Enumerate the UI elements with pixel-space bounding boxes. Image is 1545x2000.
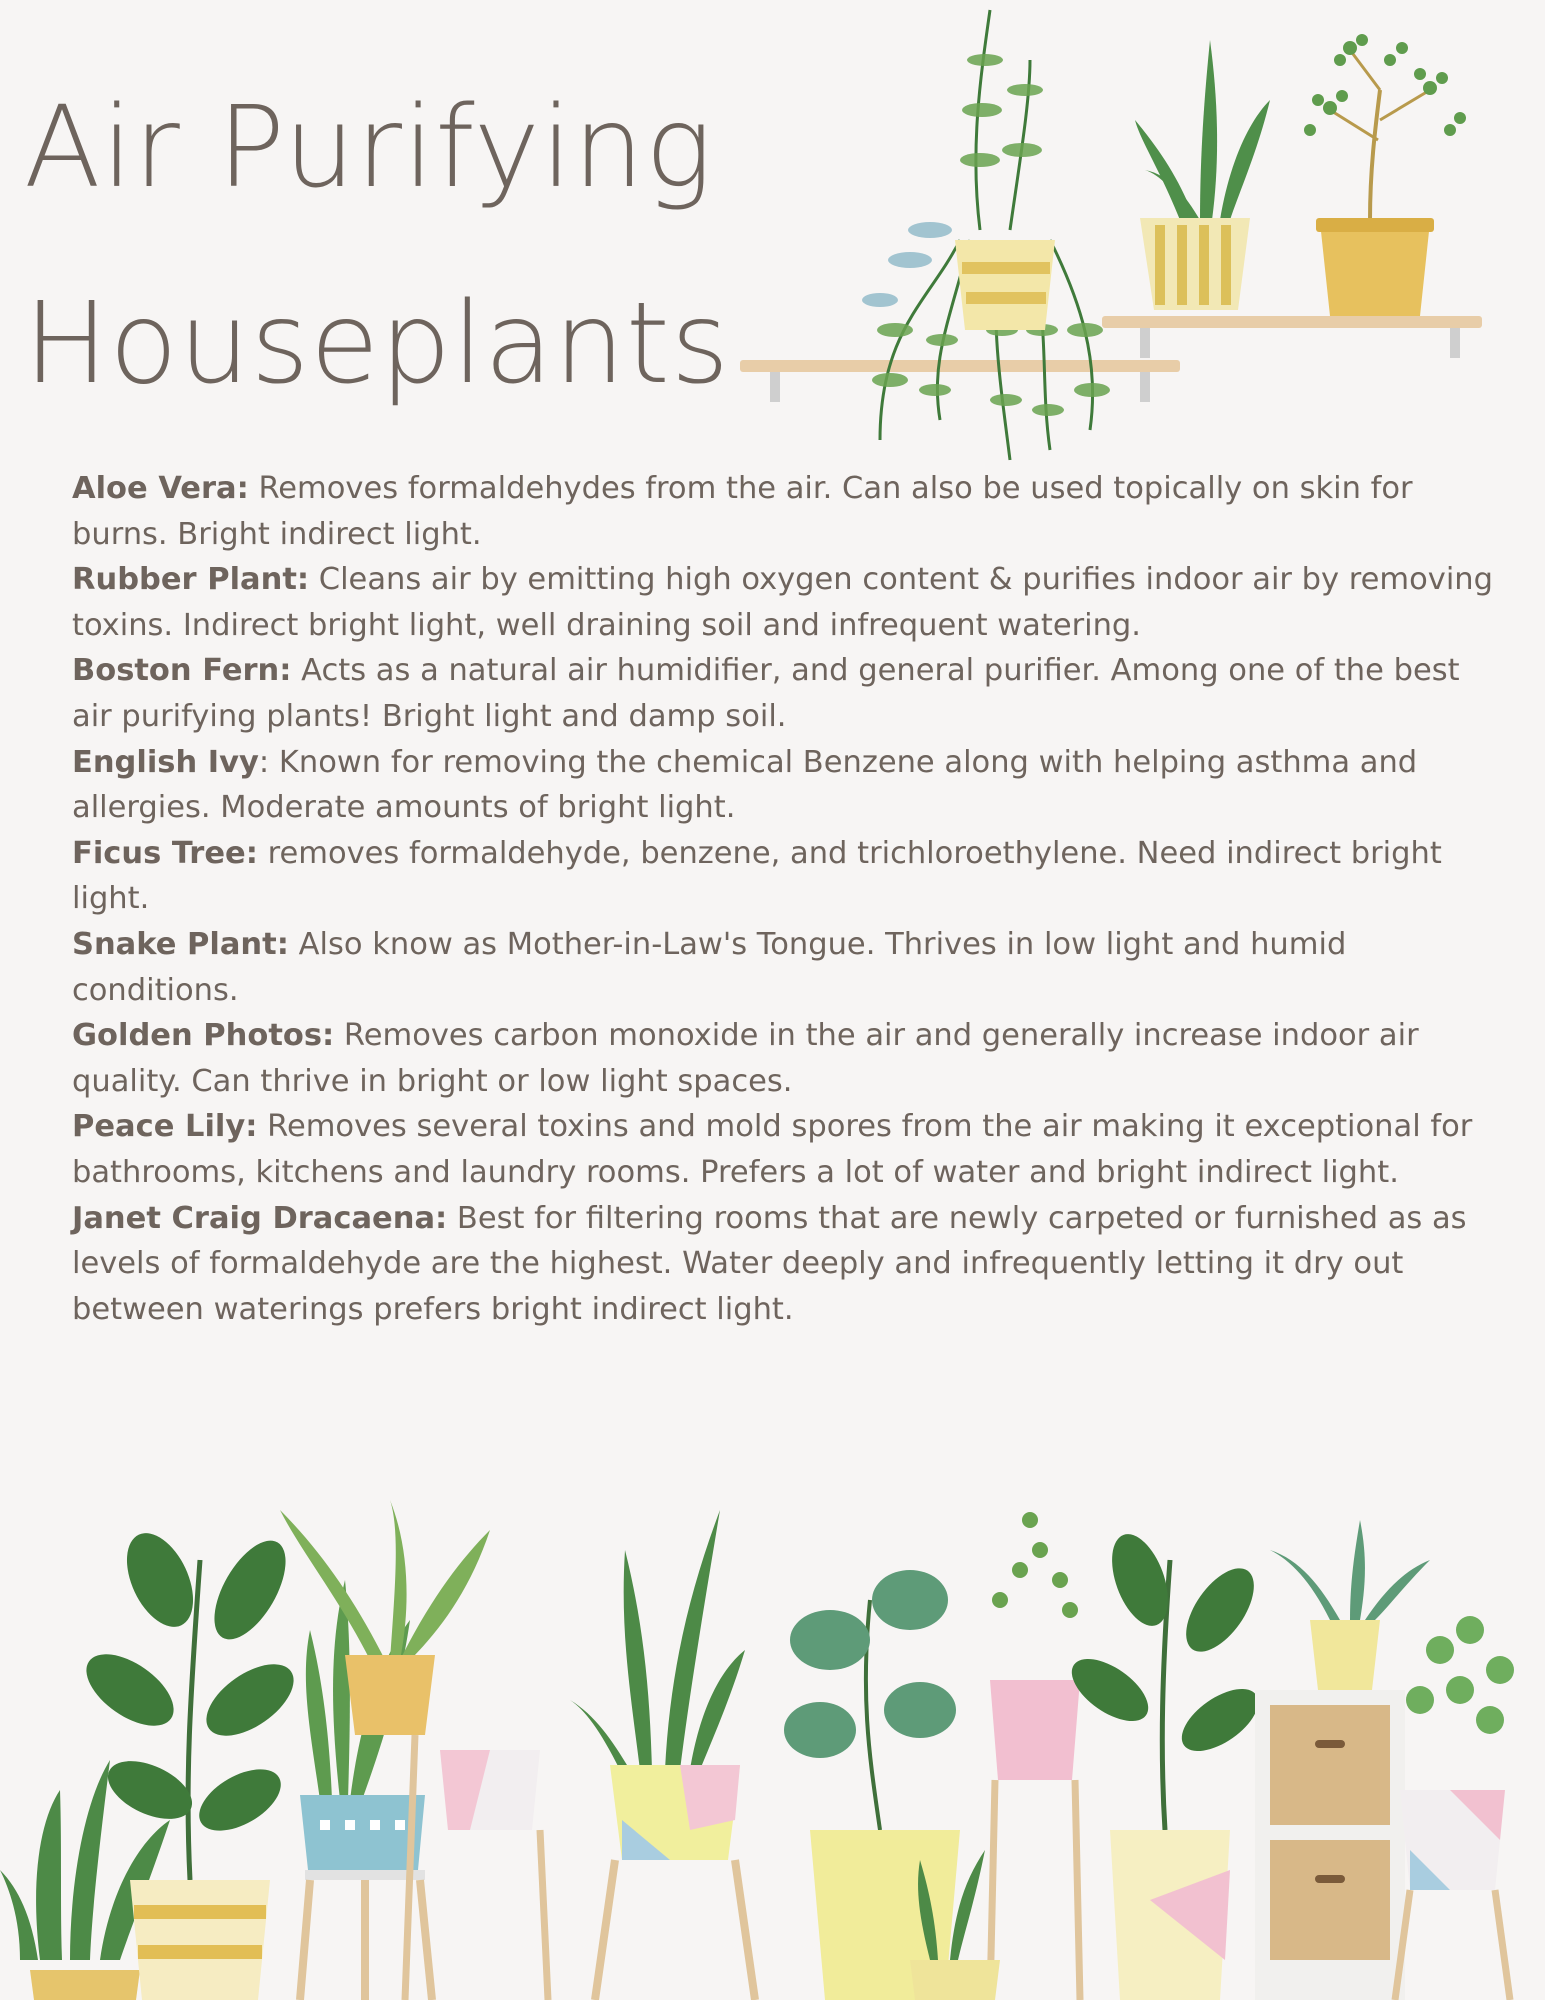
plant-name: Ficus Tree: [72, 835, 258, 871]
plant-entry-peace-lily [72, 1104, 1502, 1195]
plant-name: Snake Plant: [72, 926, 289, 962]
left-shelf [740, 360, 1180, 372]
plant-description: Also know as Mother-in-Law's Tongue. Thrives in low light and humid conditions. [72, 926, 1347, 1008]
plant-description: Removes formaldehydes from the air. Can also be used topically on skin for burns. Bright indirect light. [72, 471, 1413, 552]
clover-plant-far-right [1395, 1616, 1514, 2000]
plant-entry-janet-craig-dracaena [72, 1196, 1502, 1333]
title-line-1: Air Purifying [24, 83, 714, 213]
plant-entry-boston-fern [72, 648, 1502, 739]
plant-description: removes formaldehyde, benzene, and trichloroethylene. Need indirect bright light. [72, 835, 1442, 917]
plant-entry-golden-photos [72, 1013, 1502, 1104]
plant-entry-rubber-plant [72, 557, 1502, 648]
rubber-plant-right [1061, 1527, 1268, 2000]
aloe-pot-plant [1135, 40, 1270, 310]
plant-name: Rubber Plant: [72, 562, 310, 598]
plant-entry-aloe-vera [72, 466, 1502, 557]
plant-name: Janet Craig Dracaena: [72, 1200, 448, 1236]
right-shelf [1102, 316, 1482, 328]
plant-name: English Ivy [72, 744, 259, 780]
plant-entry-ficus-tree [72, 831, 1502, 922]
plant-name: Boston Fern: [72, 653, 292, 689]
plant-entry-english-ivy [72, 740, 1502, 831]
plant-name: Golden Photos: [72, 1018, 335, 1054]
plant-description: Cleans air by emitting high oxygen content & purifies indoor air by removing toxins. Indirect bright light, well draining soil and infrequent watering. [72, 562, 1493, 643]
plant-description: Acts as a natural air humidifier, and general purifier. Among one of the best air purifying plants! Bright light and damp soil. [72, 653, 1460, 734]
snake-plant-pastel-pot [570, 1510, 755, 2000]
hanging-fern-plant [862, 10, 1110, 460]
plant-list [72, 466, 1502, 1332]
plant-description: Removes carbon monoxide in the air and generally increase indoor air quality. Can thrive in bright or low light spaces. [72, 1018, 1419, 1099]
plant-description: : Known for removing the chemical Benzene along with helping asthma and allergies. Moderate amounts of bright light. [72, 744, 1418, 826]
top-plants-illustration [730, 0, 1490, 470]
title-line-2: Houseplants [24, 279, 731, 409]
plant-description: Best for filtering rooms that are newly carpeted or furnished as as levels of formaldehyde are the highest. Water deeply and infrequently letting it dry out between waterings prefers bright indirect light. [72, 1200, 1467, 1327]
pink-pot-plant [990, 1512, 1080, 2000]
plant-name: Aloe Vera: [72, 471, 249, 506]
small-tree-plant [1304, 34, 1466, 316]
plant-description: Removes several toxins and mold spores from the air making it exceptional for bathrooms, kitchens and laundry rooms. Prefers a lot of water and bright indirect light. [72, 1109, 1473, 1190]
plant-name: Peace Lily: [72, 1109, 258, 1145]
page-title [24, 50, 784, 442]
plant-entry-snake-plant [72, 922, 1502, 1013]
bottom-plants-illustration [0, 1400, 1545, 2000]
